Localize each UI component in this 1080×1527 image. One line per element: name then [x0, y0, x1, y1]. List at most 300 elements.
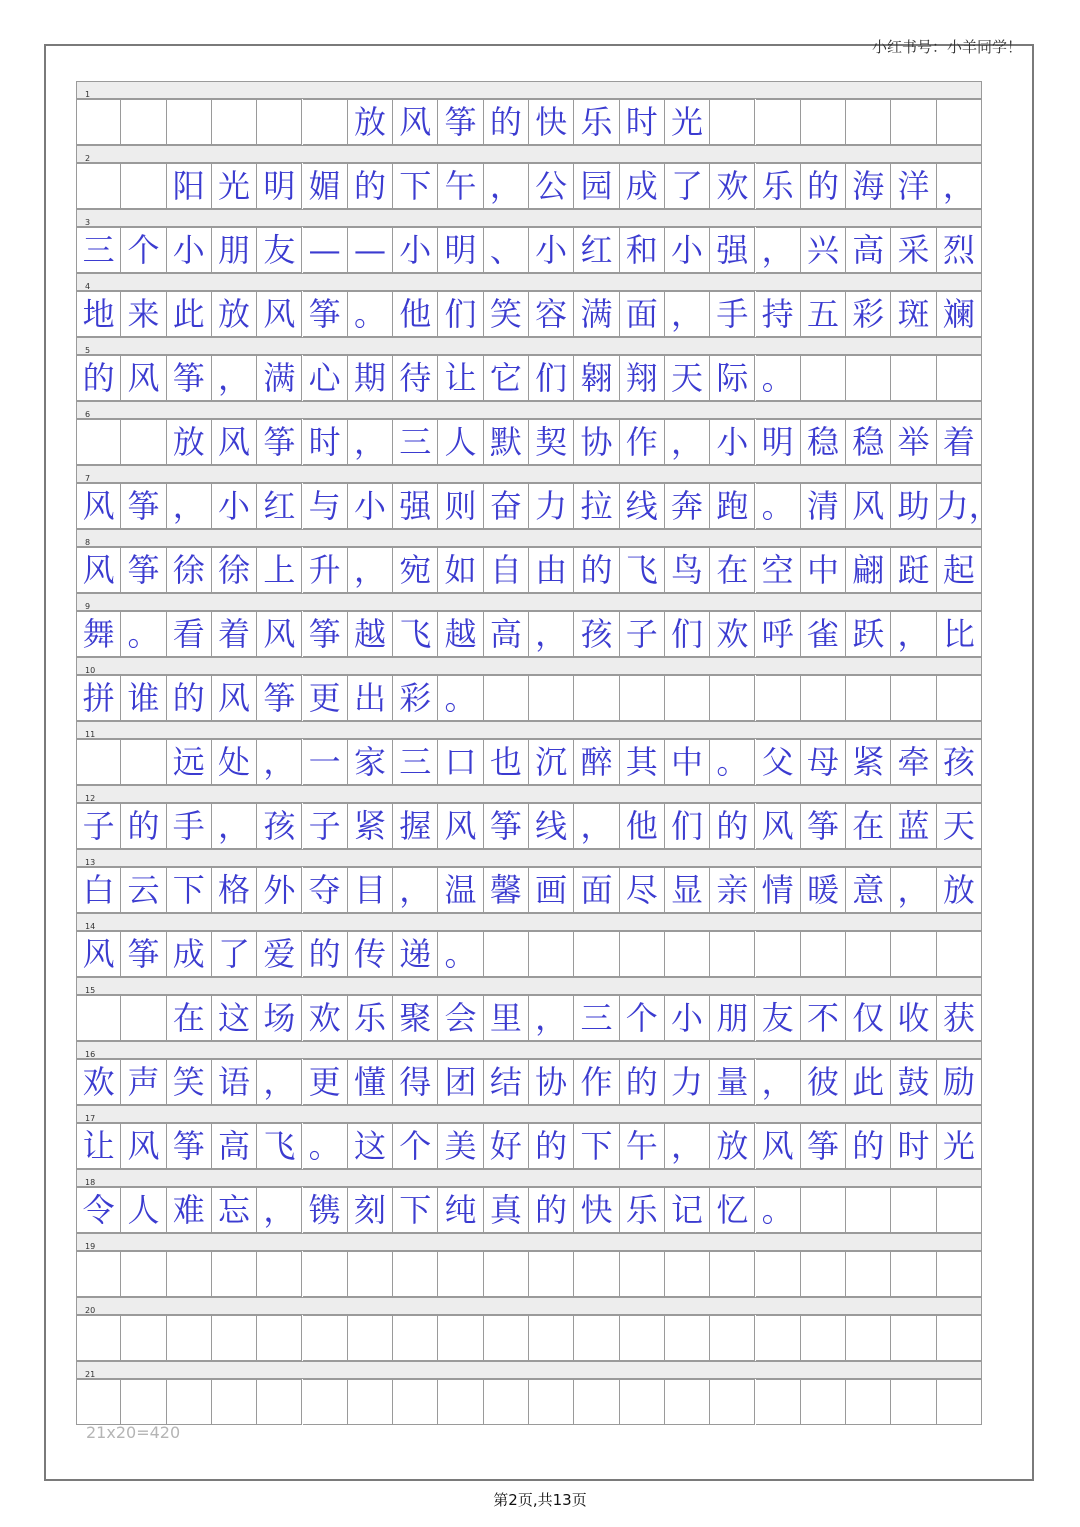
grid-cell	[76, 995, 121, 1041]
grid-row	[76, 977, 982, 1041]
row-separator	[76, 657, 982, 675]
row-cells	[76, 483, 1001, 529]
composition-grid	[76, 81, 1001, 1418]
grid-cell	[710, 99, 755, 145]
grid-cell	[846, 675, 891, 721]
grid-cell: ，	[891, 611, 936, 657]
grid-cell	[801, 675, 846, 721]
grid-cell	[529, 675, 574, 721]
grid-cell: 此	[167, 291, 212, 337]
grid-cell: 令	[76, 1187, 121, 1233]
grid-cell	[801, 1379, 846, 1425]
grid-cell: 懂	[348, 1059, 393, 1105]
grid-cell	[529, 1379, 574, 1425]
grid-cell: 契	[529, 419, 574, 465]
grid-cell	[801, 1315, 846, 1361]
grid-cell: ，	[257, 1059, 302, 1105]
grid-cell: 。	[756, 355, 801, 401]
grid-cell	[620, 1251, 665, 1297]
grid-cell: 此	[846, 1059, 891, 1105]
grid-cell: 这	[212, 995, 257, 1041]
grid-cell: 放	[348, 99, 393, 145]
grid-cell: 时	[891, 1123, 936, 1169]
row-cells	[76, 1059, 982, 1105]
grid-cell: 力	[665, 1059, 710, 1105]
grid-cell	[756, 1379, 801, 1425]
grid-cell: 三	[393, 419, 438, 465]
grid-cell	[257, 1379, 302, 1425]
grid-cell: 美	[438, 1123, 483, 1169]
grid-cell: 父	[756, 739, 801, 785]
grid-cell: 一	[303, 739, 348, 785]
grid-cell: 个	[393, 1123, 438, 1169]
grid-cell	[665, 1315, 710, 1361]
grid-cell: 风	[846, 483, 891, 529]
grid-cell: 奔	[665, 483, 710, 529]
grid-cell: 的	[529, 1123, 574, 1169]
grid-cell: 地	[76, 291, 121, 337]
grid-cell: 们	[665, 803, 710, 849]
grid-cell	[76, 163, 121, 209]
grid-cell	[529, 1315, 574, 1361]
grid-cell: ，	[529, 995, 574, 1041]
grid-cell: 的	[710, 803, 755, 849]
grid-row	[76, 337, 982, 401]
grid-cell	[484, 1315, 529, 1361]
grid-cell: 际	[710, 355, 755, 401]
grid-cell: 起	[937, 547, 982, 593]
grid-cell: 团	[438, 1059, 483, 1105]
grid-cell: 。	[756, 1187, 801, 1233]
row-number: 12	[85, 794, 96, 803]
grid-cell: 他	[393, 291, 438, 337]
grid-cell: 个	[620, 995, 665, 1041]
grid-cell: 放	[937, 867, 982, 913]
grid-cell	[620, 1379, 665, 1425]
grid-cell	[756, 1251, 801, 1297]
row-number: 13	[85, 858, 96, 867]
grid-cell	[393, 1379, 438, 1425]
grid-cell: 小	[665, 995, 710, 1041]
grid-cell: 光	[937, 1123, 982, 1169]
grid-row	[76, 657, 982, 721]
grid-cell: 明	[438, 227, 483, 273]
grid-cell	[76, 419, 121, 465]
grid-cell: 处	[212, 739, 257, 785]
grid-cell: 暖	[801, 867, 846, 913]
grid-cell: 人	[121, 1187, 166, 1233]
grid-cell	[620, 1315, 665, 1361]
grid-cell: 天	[937, 803, 982, 849]
grid-cell: 红	[574, 227, 619, 273]
grid-cell	[257, 1315, 302, 1361]
grid-cell: 舞	[76, 611, 121, 657]
grid-row	[76, 145, 982, 209]
row-number: 5	[85, 346, 91, 355]
grid-cell: 情	[756, 867, 801, 913]
grid-cell: —	[348, 227, 393, 273]
row-number: 18	[85, 1178, 96, 1187]
grid-cell: 意	[846, 867, 891, 913]
grid-cell	[121, 99, 166, 145]
grid-cell: 励	[937, 1059, 982, 1105]
grid-cell: 飞	[257, 1123, 302, 1169]
grid-cell: 家	[348, 739, 393, 785]
grid-cell: 作	[620, 419, 665, 465]
grid-cell: 难	[167, 1187, 212, 1233]
grid-cell	[257, 99, 302, 145]
grid-cell: 跹	[891, 547, 936, 593]
grid-cell	[76, 739, 121, 785]
row-separator	[76, 401, 982, 419]
grid-cell: 爱	[257, 931, 302, 977]
grid-cell	[167, 99, 212, 145]
grid-cell	[167, 1251, 212, 1297]
grid-cell	[574, 1379, 619, 1425]
grid-cell	[303, 1315, 348, 1361]
grid-cell	[891, 675, 936, 721]
grid-cell: 醉	[574, 739, 619, 785]
grid-row	[76, 849, 982, 913]
row-separator	[76, 81, 982, 99]
grid-cell: 呼	[756, 611, 801, 657]
grid-cell: 阳	[167, 163, 212, 209]
grid-cell: 。	[348, 291, 393, 337]
grid-cell: 翩	[846, 547, 891, 593]
row-cells	[76, 227, 982, 273]
grid-cell: 乐	[756, 163, 801, 209]
grid-cell: 纯	[438, 1187, 483, 1233]
grid-cell	[529, 931, 574, 977]
grid-cell: 时	[303, 419, 348, 465]
grid-cell: 放	[167, 419, 212, 465]
grid-cell: ，	[167, 483, 212, 529]
grid-cell: 鸟	[665, 547, 710, 593]
grid-cell: 着	[937, 419, 982, 465]
grid-cell: 采	[891, 227, 936, 273]
grid-cell: ，	[257, 1187, 302, 1233]
row-cells	[76, 547, 982, 593]
grid-row	[76, 593, 982, 657]
grid-cell: 翔	[620, 355, 665, 401]
grid-cell: 画	[529, 867, 574, 913]
grid-cell	[574, 931, 619, 977]
grid-cell	[846, 99, 891, 145]
row-number: 11	[85, 730, 96, 739]
grid-cell: 徐	[212, 547, 257, 593]
grid-cell: 助	[891, 483, 936, 529]
grid-cell: 高	[846, 227, 891, 273]
grid-cell: 线	[620, 483, 665, 529]
grid-count-label: 21x20=420	[86, 1423, 181, 1442]
grid-cell	[303, 1379, 348, 1425]
grid-cell: 媚	[303, 163, 348, 209]
grid-cell: 个	[121, 227, 166, 273]
grid-cell: 快	[574, 1187, 619, 1233]
row-number: 19	[85, 1242, 96, 1251]
row-cells	[76, 1187, 982, 1233]
grid-cell: 乐	[574, 99, 619, 145]
grid-cell	[710, 1379, 755, 1425]
grid-cell: 鼓	[891, 1059, 936, 1105]
grid-cell	[76, 99, 121, 145]
grid-cell: 风	[212, 419, 257, 465]
grid-cell: 筝	[121, 483, 166, 529]
grid-cell: 小	[348, 483, 393, 529]
grid-cell: 小	[665, 227, 710, 273]
grid-cell: 看	[167, 611, 212, 657]
grid-cell: 人	[438, 419, 483, 465]
grid-cell: 欢	[303, 995, 348, 1041]
grid-cell: 获	[937, 995, 982, 1041]
grid-cell: 口	[438, 739, 483, 785]
row-number: 3	[85, 218, 91, 227]
row-separator	[76, 209, 982, 227]
grid-cell: 筝	[438, 99, 483, 145]
grid-cell	[121, 1379, 166, 1425]
grid-cell: 光	[665, 99, 710, 145]
row-number: 8	[85, 538, 91, 547]
row-separator	[76, 913, 982, 931]
grid-cell	[801, 1251, 846, 1297]
grid-cell: 彼	[801, 1059, 846, 1105]
grid-cell: 会	[438, 995, 483, 1041]
grid-cell: 笑	[167, 1059, 212, 1105]
grid-row	[76, 81, 982, 145]
grid-cell: 风	[76, 483, 121, 529]
grid-cell: 则	[438, 483, 483, 529]
grid-cell: 期	[348, 355, 393, 401]
row-separator	[76, 1105, 982, 1123]
grid-cell: 小	[167, 227, 212, 273]
grid-cell	[937, 355, 982, 401]
grid-cell: 雀	[801, 611, 846, 657]
grid-cell	[710, 931, 755, 977]
grid-cell: 量	[710, 1059, 755, 1105]
grid-cell	[846, 1187, 891, 1233]
grid-cell: 风	[438, 803, 483, 849]
grid-cell	[937, 675, 982, 721]
grid-cell: 作	[574, 1059, 619, 1105]
row-cells	[76, 99, 982, 145]
grid-cell: 风	[76, 547, 121, 593]
grid-row	[76, 1361, 982, 1425]
grid-cell	[121, 419, 166, 465]
grid-cell: 。	[710, 739, 755, 785]
grid-cell	[348, 1251, 393, 1297]
grid-cell	[937, 1251, 982, 1297]
grid-cell	[121, 1315, 166, 1361]
row-number: 1	[85, 90, 91, 99]
row-cells	[76, 355, 982, 401]
grid-cell: 其	[620, 739, 665, 785]
grid-cell: 升	[303, 547, 348, 593]
row-number: 4	[85, 282, 91, 291]
grid-cell: ，	[348, 419, 393, 465]
grid-cell: 子	[303, 803, 348, 849]
grid-cell	[212, 1379, 257, 1425]
grid-cell	[891, 355, 936, 401]
grid-cell: 出	[348, 675, 393, 721]
grid-cell: 风	[121, 1123, 166, 1169]
grid-cell: 小	[710, 419, 755, 465]
grid-cell	[121, 995, 166, 1041]
grid-cell: 真	[484, 1187, 529, 1233]
grid-cell: 场	[257, 995, 302, 1041]
grid-cell	[620, 675, 665, 721]
grid-cell: 刻	[348, 1187, 393, 1233]
grid-cell: 格	[212, 867, 257, 913]
grid-cell	[121, 163, 166, 209]
row-separator	[76, 145, 982, 163]
grid-cell: 快	[529, 99, 574, 145]
grid-cell	[574, 1315, 619, 1361]
grid-cell: 如	[438, 547, 483, 593]
grid-row	[76, 721, 982, 785]
grid-cell: 忘	[212, 1187, 257, 1233]
grid-cell: ，	[212, 803, 257, 849]
grid-cell	[846, 931, 891, 977]
row-cells	[76, 163, 982, 209]
row-cells	[76, 1251, 982, 1297]
grid-cell	[484, 1251, 529, 1297]
row-separator	[76, 1169, 982, 1187]
row-separator	[76, 593, 982, 611]
grid-cell	[574, 1251, 619, 1297]
grid-cell: 朋	[212, 227, 257, 273]
grid-cell: 由	[529, 547, 574, 593]
grid-cell	[574, 675, 619, 721]
grid-cell: 他	[620, 803, 665, 849]
grid-cell	[801, 1187, 846, 1233]
grid-cell: 们	[438, 291, 483, 337]
grid-cell	[348, 1379, 393, 1425]
row-cells	[76, 1123, 982, 1169]
grid-cell: 传	[348, 931, 393, 977]
grid-cell: 好	[484, 1123, 529, 1169]
row-separator	[76, 849, 982, 867]
grid-cell: 手	[710, 291, 755, 337]
grid-cell	[257, 1251, 302, 1297]
grid-cell: 蓝	[891, 803, 936, 849]
grid-cell: 风	[257, 611, 302, 657]
grid-cell: 拉	[574, 483, 619, 529]
grid-cell: 持	[756, 291, 801, 337]
row-separator	[76, 465, 982, 483]
grid-cell: 结	[484, 1059, 529, 1105]
grid-row	[76, 401, 982, 465]
grid-cell	[438, 1379, 483, 1425]
grid-cell: 筝	[167, 1123, 212, 1169]
grid-cell: 它	[484, 355, 529, 401]
grid-cell: ，	[665, 1123, 710, 1169]
grid-cell: 奋	[484, 483, 529, 529]
grid-cell	[393, 1251, 438, 1297]
row-number: 15	[85, 986, 96, 995]
grid-cell	[710, 675, 755, 721]
grid-cell: 强	[710, 227, 755, 273]
grid-row	[76, 1297, 982, 1361]
grid-cell: 筝	[167, 355, 212, 401]
grid-cell: ，	[891, 867, 936, 913]
grid-cell: 镌	[303, 1187, 348, 1233]
grid-row	[76, 465, 1001, 529]
grid-cell: 馨	[484, 867, 529, 913]
grid-cell: 孩	[257, 803, 302, 849]
row-number: 6	[85, 410, 91, 419]
grid-cell: 紧	[348, 803, 393, 849]
grid-cell: 忆	[710, 1187, 755, 1233]
grid-cell: 孩	[574, 611, 619, 657]
grid-cell	[438, 1251, 483, 1297]
grid-cell: 在	[167, 995, 212, 1041]
grid-cell: 小	[393, 227, 438, 273]
row-number: 17	[85, 1114, 96, 1123]
row-number: 16	[85, 1050, 96, 1059]
grid-cell: 比	[937, 611, 982, 657]
row-cells	[76, 739, 982, 785]
grid-cell: 们	[665, 611, 710, 657]
grid-cell: 三	[574, 995, 619, 1041]
grid-cell: 心	[303, 355, 348, 401]
grid-cell: 洋	[891, 163, 936, 209]
grid-cell: 亲	[710, 867, 755, 913]
page-number: 第2页,共13页	[493, 1491, 587, 1509]
grid-cell: 笑	[484, 291, 529, 337]
grid-cell: 公	[529, 163, 574, 209]
grid-cell: 。	[121, 611, 166, 657]
grid-cell: 满	[574, 291, 619, 337]
grid-cell: 稳	[846, 419, 891, 465]
row-cells	[76, 931, 982, 977]
grid-cell: 风	[756, 803, 801, 849]
grid-cell: 飞	[620, 547, 665, 593]
grid-cell: 的	[574, 547, 619, 593]
grid-cell: 在	[710, 547, 755, 593]
grid-cell: 空	[756, 547, 801, 593]
row-cells	[76, 611, 982, 657]
grid-cell	[167, 1379, 212, 1425]
grid-cell: 收	[891, 995, 936, 1041]
grid-cell	[438, 1315, 483, 1361]
grid-cell	[212, 1251, 257, 1297]
grid-cell: 力	[529, 483, 574, 529]
grid-cell: 高	[484, 611, 529, 657]
row-number: 7	[85, 474, 91, 483]
row-separator	[76, 1361, 982, 1379]
grid-cell: 夺	[303, 867, 348, 913]
grid-cell: 欢	[710, 611, 755, 657]
grid-cell: 筝	[801, 1123, 846, 1169]
grid-cell: 时	[620, 99, 665, 145]
grid-cell	[665, 1251, 710, 1297]
grid-cell: 不	[801, 995, 846, 1041]
grid-cell	[937, 1379, 982, 1425]
grid-cell: 放	[212, 291, 257, 337]
grid-cell: ，	[484, 163, 529, 209]
grid-cell: 满	[257, 355, 302, 401]
grid-cell: 筝	[801, 803, 846, 849]
grid-cell: 里	[484, 995, 529, 1041]
grid-cell: 风	[393, 99, 438, 145]
row-cells	[76, 291, 982, 337]
grid-cell: 飞	[393, 611, 438, 657]
grid-cell: 筝	[484, 803, 529, 849]
grid-cell: 跑	[710, 483, 755, 529]
grid-cell: 的	[167, 675, 212, 721]
grid-cell: 友	[257, 227, 302, 273]
grid-cell: 成	[167, 931, 212, 977]
